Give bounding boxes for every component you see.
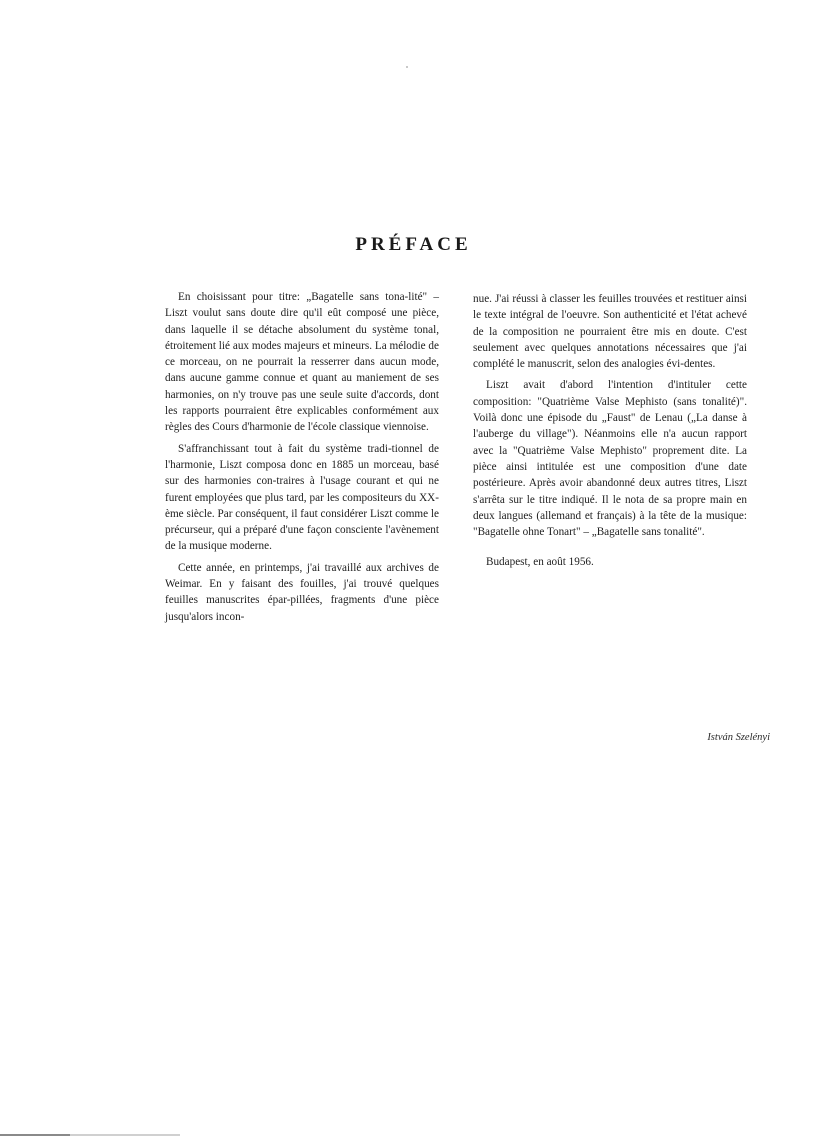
paragraph-4: Liszt avait d'abord l'intention d'intituler cette composition: "Quatrième Valse Mephisto (sans tonalité)". Voilà donc une épisode du „Faust" de Lenau („La danse à l'auberge du village"). Néanmoins elle n'a aucun rapport avec la "Quatrième Valse Mephisto" proprement dite. La pièce ainsi intitulée est une composition d'une date postérieure. Après avoir abandonné deux autres titres, Liszt s'arrêta sur le titre indiqué. Il le nota de sa propre main en deux langues (allemand et français) à la tête de la musique: "Bagatelle ohne Tonart" – „Bagatelle sans tonalité". (473, 379, 747, 539)
page-title: PRÉFACE (355, 234, 472, 255)
scan-edge-line (0, 1134, 180, 1136)
paragraph-2: S'affranchissant tout à fait du système tradi-tionnel de l'harmonie, Liszt composa donc en 1885 un morceau, basé sur des harmonies con-traires à l'usage courant et qui ne furent employées que plus tard, par les compositeurs du XX-ème siècle. Par conséquent, il faut considérer Liszt comme le précurseur, qui a préparé d'une façon consciente l'avènement de la musique moderne. (165, 442, 439, 553)
author-signature: István Szelényi (707, 732, 770, 743)
paragraph-3-continuation: nue. J'ai réussi à classer les feuilles trouvées et restituer ainsi le texte intégral de l'oeuvre. Son authenticité et l'état achevé de la composition ne pourraient être mis en doute. C'est seulement avec quelques annotations nécessaires que j'ai complété le manuscrit, selon des analogies évi-dentes. (473, 293, 747, 371)
paragraph-3: Cette année, en printemps, j'ai travaillé aux archives de Weimar. En y faisant des fouilles, j'ai trouvé quelques feuilles manuscrites épar-pillées, fragments d'une pièce jusqu'alors incon- (165, 561, 439, 623)
scan-speck (406, 66, 408, 68)
paragraph-1: En choisissant pour titre: „Bagatelle sans tona-lité" – Liszt voulut sans doute dire qu'il eût composé une pièce, dans laquelle il se détache absolument du système tonal, étroitement lié aux modes majeurs et mineurs. La mélodie de ce morceau, on ne pourrait la resserrer dans aucun mode, dans aucune gamme connue et quant au maniement de ses harmonies, on n'y trouve pas une seule suite d'accords, dont les rapports pourraient être explicables conformément aux règles des Cours d'harmonie de l'école classique viennoise. (165, 291, 439, 434)
left-column (165, 289, 439, 625)
place-date: Budapest, en août 1956. (486, 556, 594, 569)
right-column (473, 291, 747, 571)
